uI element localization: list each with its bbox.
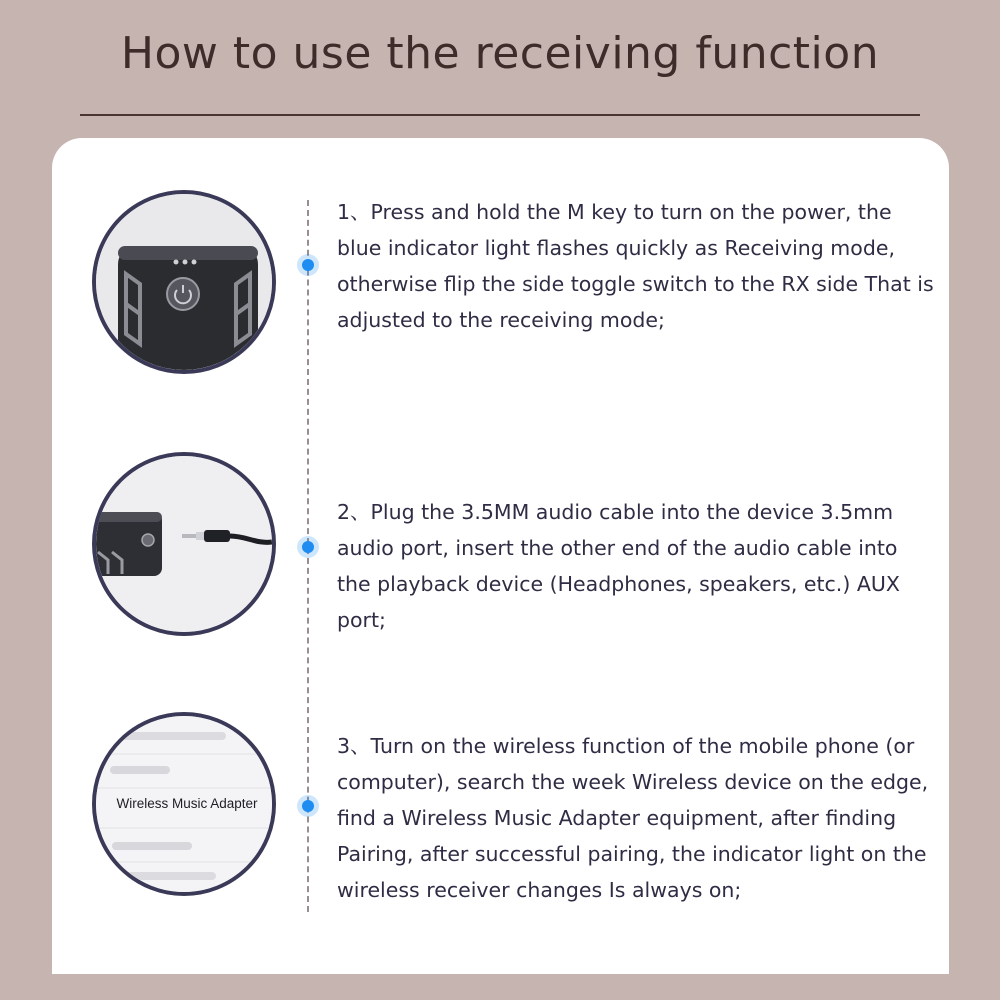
timeline-dot-1 (302, 259, 314, 271)
timeline-dot-3 (302, 800, 314, 812)
device-power-button-icon (96, 194, 272, 370)
step-2-text: 2、Plug the 3.5MM audio cable into the device 3.5mm audio port, insert the other end of the audio cable into the playback device (Headphones, speakers, etc.) AUX port; (337, 500, 900, 632)
page-title: How to use the receiving function (120, 28, 880, 79)
step-2-image (92, 452, 276, 636)
audio-cable-plug-icon (96, 456, 272, 632)
title-divider (80, 114, 920, 116)
step-3-image (92, 712, 276, 896)
step-3-image-label: Wireless Music Adapter (116, 796, 258, 811)
timeline-dot-2 (302, 541, 314, 553)
step-1-text: 1、Press and hold the M key to turn on the power, the blue indicator light flashes quickly as Receiving mode, otherwise flip the side toggle switch to the RX side That is adjusted to the receiving mode; (337, 200, 934, 332)
step-3-text: 3、Turn on the wireless function of the mobile phone (or computer), search the week Wireless device on the edge, find a Wireless Music Adapter equipment, after finding Pairing, after successful pairing, the indicator light on the wireless receiver changes Is always on; (337, 734, 929, 902)
step-1-image (92, 190, 276, 374)
